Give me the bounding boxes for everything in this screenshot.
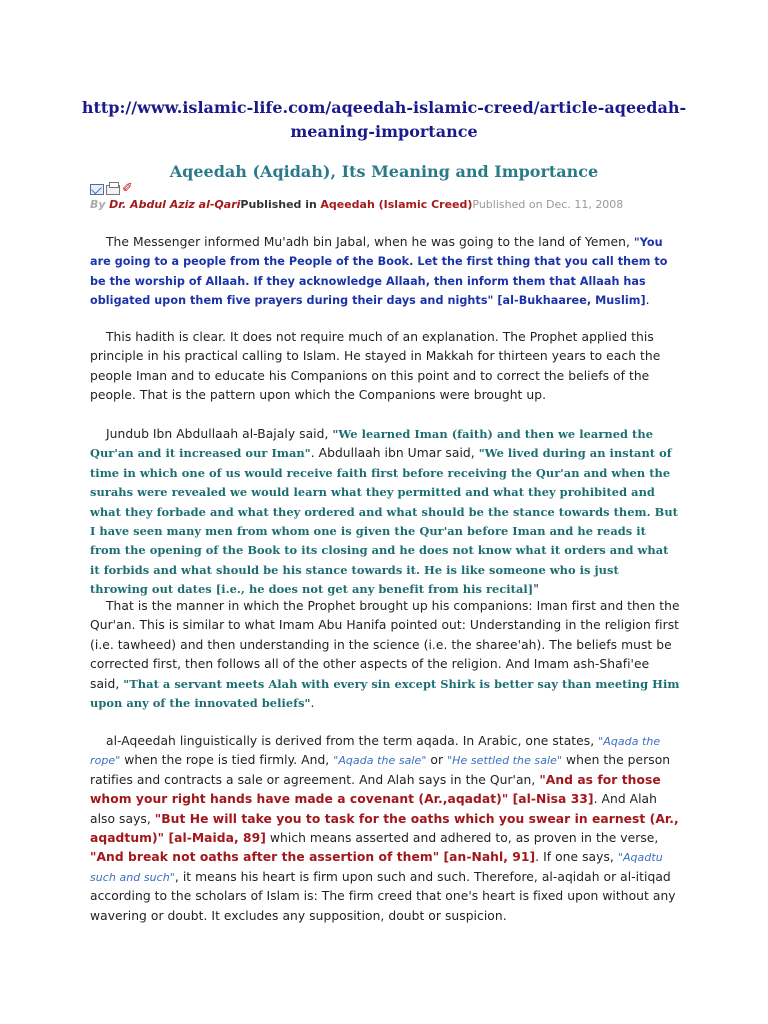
text: . If one says, [535, 850, 618, 865]
print-icon[interactable] [106, 185, 120, 195]
source-url-link[interactable]: http://www.islamic-life.com/aqeedah-islamic-creed/article-aqeedah-meaning-importance [81, 98, 687, 141]
category-link[interactable]: Aqeedah (Islamic Creed) [320, 198, 473, 211]
italic-phrase: "Aqadtu such and such" [90, 851, 663, 884]
paragraph-4 [90, 597, 680, 713]
text: when the rope is tied firmly. And, [120, 753, 334, 768]
published-in-label: Published in [240, 198, 317, 211]
text: Jundub Ibn Abdullaah al-Bajaly said, [106, 427, 333, 441]
paragraph-2 [90, 328, 680, 406]
quote-jundub: "We learned Iman (faith) and then we learned the Qur'an and it increased our Iman" [90, 427, 653, 461]
text: . [310, 696, 315, 711]
byline-by: By [90, 198, 106, 211]
publish-date: Published on Dec. 11, 2008 [472, 198, 624, 211]
italic-phrase: "Aqada the sale" [333, 754, 427, 768]
text: This hadith is clear. It does not require much of an explanation. The Prophet applied this principle in his practical calling to Islam. He stayed in Makkah for thirteen years to each the people Iman and to educate his Companions on this point and to correct the beliefs of the people. That is the pattern upon which the Companions were brought up. [90, 330, 661, 403]
text: which means asserted and adhered to, as proven in the verse, [265, 831, 659, 846]
verse-quote: "And as for those whom your right hands have made a covenant (Ar.,aqadat)" [al-Nisa 33] [90, 772, 661, 807]
italic-phrase: "He settled the sale" [447, 754, 563, 768]
italic-phrase: "Aqada the rope" [90, 735, 661, 768]
text: . [645, 293, 650, 308]
article-title: Aqeedah (Aqidah), Its Meaning and Importance [169, 162, 599, 181]
author-link[interactable]: Dr. Abdul Aziz al-Qari [109, 198, 241, 211]
text: That is the manner in which the Prophet brought up his companions: Iman first and then the Qur'an. This is similar to what Imam Abu Hanifa pointed out: Understanding in the religion first (i.e. tawheed) and then understanding in the science (i.e. the sharee'ah). The beliefs must be corrected first, then follows all of the other aspects of the religion. And Imam ash-Shafi'ee said, [90, 599, 680, 691]
email-icon[interactable] [90, 184, 104, 195]
text: . And Alah also says, [90, 792, 657, 826]
text: " [533, 582, 539, 597]
text: , it means his heart is firm upon such and such. Therefore, al-aqidah or al-itiqad according to the scholars of Islam is: The firm creed that one's heart is fixed upon without any wavering or doubt. It excludes any supposition, doubt or suspicion. [90, 869, 676, 923]
text: . Abdullaah ibn Umar said, [310, 446, 479, 461]
verse-quote: "But He will take you to task for the oaths which you swear in earnest (Ar., aqadtum)" [al-Maida, 89] [90, 811, 679, 846]
quote-shafiee: "That a servant meets Alah with every sin except Shirk is better say than meeting Him upon any of the innovated beliefs" [90, 676, 680, 711]
byline [90, 198, 623, 211]
paragraph-1 [90, 233, 680, 311]
quote-ibn-umar: "We lived during an instant of time in which one of us would receive faith first before receiving the Qur'an and when the surahs were revealed we would learn what they permitted and what they prohibited and what they forbade and what they ordered and what should be the stance towards them. But I have seen many men from whom one is given the Qur'an before Iman and he reads it from the opening of the Book to its closing and he does not know what it orders and what it forbids and what should be his stance towards it. He is like someone who is just throwing out dates [i.e., he does not get any benefit from his recital] [90, 446, 678, 597]
paragraph-3 [90, 425, 680, 600]
text: when the person ratifies and contracts a sale or agreement. And Alah says in the Qur'an, [90, 753, 671, 787]
text: The Messenger informed Mu'adh bin Jabal, when he was going to the land of Yemen, [106, 235, 634, 249]
verse-quote: "And break not oaths after the assertion of them" [an-Nahl, 91] [90, 850, 536, 865]
hadith-quote: "You are going to a people from the People of the Book. Let the first thing that you call them to be the worship of Allaah. If they acknowledge Allaah, then inform them that Allaah has obligated upon them five prayers during their days and nights" [al-Bukhaaree, Muslim] [90, 236, 668, 308]
paragraph-5 [90, 732, 680, 926]
pdf-icon[interactable]: ✐ [122, 181, 133, 196]
text: or [426, 753, 448, 768]
article-toolbar [90, 182, 136, 196]
text: al-Aqeedah linguistically is derived from the term aqada. In Arabic, one states, [106, 734, 599, 748]
